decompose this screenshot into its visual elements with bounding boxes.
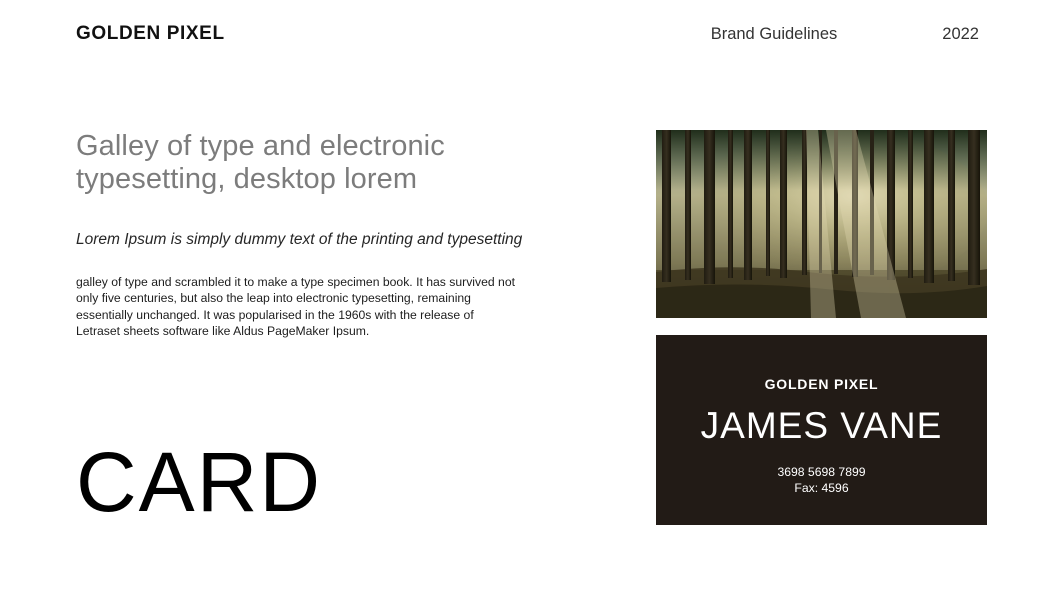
body-paragraph: galley of type and scrambled it to make a type specimen book. It has survived not only five centuries, but also the leap into electronic typesetting, remaining essentially unchanged. It was popularised in the 1960s with the release of Letraset sheets software like Aldus PageMaker Ipsum.: [76, 275, 515, 339]
business-card-name: JAMES VANE: [700, 405, 943, 446]
header-year: 2022: [942, 24, 979, 43]
business-card-phone: 3698 5698 7899: [777, 465, 866, 479]
page-header: [76, 22, 979, 46]
forest-photo-graphic: [656, 130, 987, 318]
header-meta: [711, 25, 979, 44]
business-card-fax: Fax: 4596: [794, 481, 849, 495]
subheadline: Lorem Ipsum is simply dummy text of the printing and typesetting: [76, 231, 523, 248]
left-content-column: [76, 130, 546, 340]
page-headline: Galley of type and electronic typesetting, desktop lorem: [76, 130, 445, 195]
business-card: [656, 335, 987, 525]
card-word-title: CARD: [76, 435, 323, 529]
brand-logo: GOLDEN PIXEL: [76, 23, 225, 44]
forest-photo: [656, 130, 987, 318]
header-title: Brand Guidelines: [710, 24, 838, 43]
business-card-brand: GOLDEN PIXEL: [764, 376, 879, 392]
